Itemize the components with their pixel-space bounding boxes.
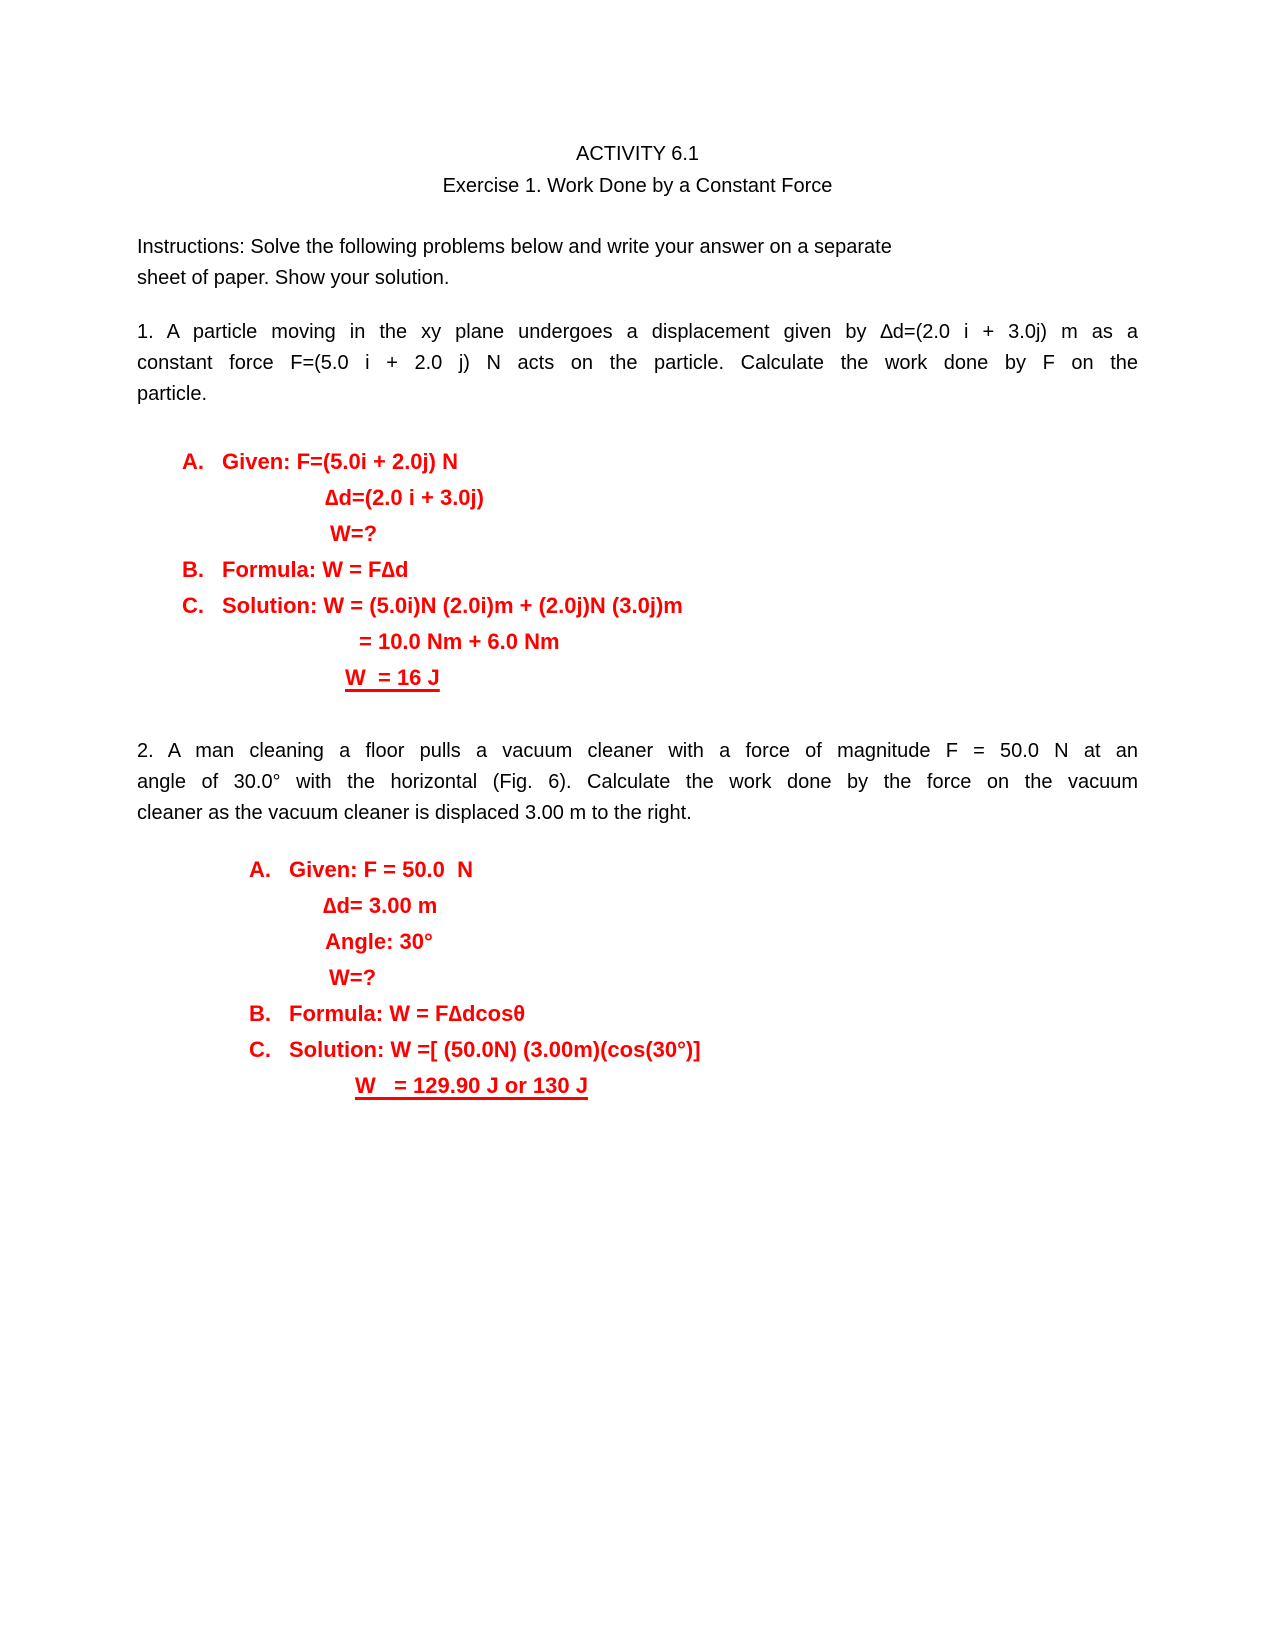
solution-text: ∆d= 3.00 m [323, 893, 438, 918]
list-marker: A. [249, 857, 271, 882]
problem-1-solution [137, 444, 1138, 696]
page-title: ACTIVITY 6.1 [575, 143, 699, 165]
solution-text: = 10.0 Nm + 6.0 Nm [359, 629, 560, 654]
statement-line: angle of 30.0° with the horizontal (Fig. 6). Calculate the work done by the force on the vacuum [137, 771, 1138, 793]
final-answer: W = 16 J [345, 665, 440, 690]
solution-text: Formula: W = F∆dcosθ [289, 1001, 526, 1026]
solution-line-answer [345, 660, 1138, 696]
problem-1-statement [137, 317, 1138, 410]
solution-line-formula [249, 996, 1138, 1032]
list-marker: B. [182, 557, 204, 582]
solution-line-unknown [330, 516, 1138, 552]
statement-line: cleaner as the vacuum cleaner is displaced 3.00 m to the right. [137, 802, 692, 824]
solution-line-computation [359, 624, 1138, 660]
problem-2-solution [137, 852, 1138, 1104]
solution-text: Solution: W = (5.0i)N (2.0i)m + (2.0j)N (3.0j)m [222, 593, 683, 618]
solution-text: Given: F = 50.0 N [289, 857, 474, 882]
solution-text: ∆d=(2.0 i + 3.0j) [325, 485, 484, 510]
problem-2-statement [137, 736, 1138, 829]
list-marker: A. [182, 449, 204, 474]
instructions-line: sheet of paper. Show your solution. [137, 267, 450, 289]
solution-line-formula [182, 552, 1138, 588]
document-header [137, 138, 1138, 202]
solution-line-displacement [323, 888, 1138, 924]
list-marker: B. [249, 1001, 271, 1026]
statement-line: constant force F=(5.0 i + 2.0 j) N acts on the particle. Calculate the work done by F on the [137, 352, 1138, 374]
solution-text: W=? [329, 965, 377, 990]
solution-line-solution [182, 588, 1138, 624]
solution-line-answer [355, 1068, 1138, 1104]
page-subtitle: Exercise 1. Work Done by a Constant Force [442, 175, 833, 197]
solution-text: W=? [330, 521, 378, 546]
solution-text: Formula: W = F∆d [222, 557, 409, 582]
solution-line-given [249, 852, 1138, 888]
solution-line-unknown [329, 960, 1138, 996]
instructions-line: Instructions: Solve the following problems below and write your answer on a separate [137, 236, 892, 258]
solution-line-displacement [325, 480, 1138, 516]
solution-text: Angle: 30° [325, 929, 433, 954]
solution-text: Solution: W =[ (50.0N) (3.00m)(cos(30°)] [289, 1037, 701, 1062]
list-marker: C. [182, 593, 204, 618]
solution-line-solution [249, 1032, 1138, 1068]
list-marker: C. [249, 1037, 271, 1062]
solution-line-given [182, 444, 1138, 480]
final-answer: W = 129.90 J or 130 J [355, 1073, 588, 1098]
solution-line-angle [325, 924, 1138, 960]
statement-line: 1. A particle moving in the xy plane undergoes a displacement given by ∆d=(2.0 i + 3.0j) m as a [137, 321, 1138, 343]
solution-text: Given: F=(5.0i + 2.0j) N [222, 449, 458, 474]
statement-line: 2. A man cleaning a floor pulls a vacuum cleaner with a force of magnitude F = 50.0 N at an [137, 740, 1138, 762]
instructions-paragraph [137, 232, 1138, 294]
statement-line: particle. [137, 383, 208, 405]
